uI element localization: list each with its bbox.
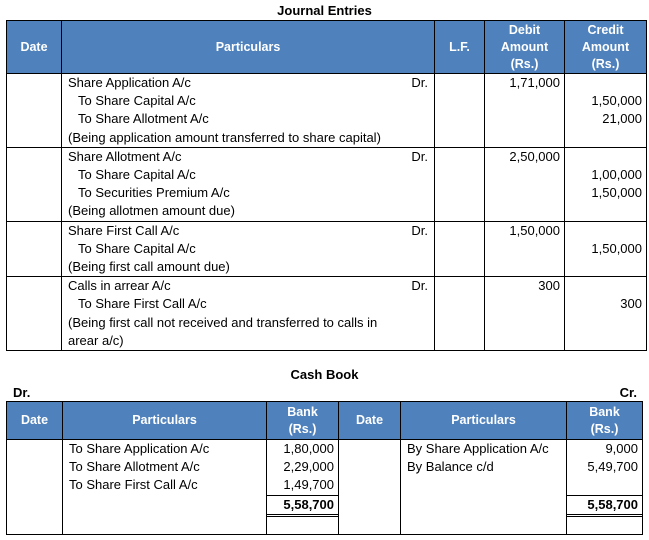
- credit-amount: 21,000: [602, 111, 642, 127]
- cashbook-header-particulars-dr: Particulars: [63, 402, 267, 440]
- cashbook-particulars-cr: [401, 440, 567, 535]
- debit-particular: To Share Allotment A/c: [69, 459, 200, 475]
- entry-credit: [565, 221, 647, 277]
- entry-credit: [565, 277, 647, 351]
- credit-particular: By Balance c/d: [407, 459, 494, 475]
- credit-amount: 1,50,000: [591, 93, 642, 109]
- cashbook-particulars-dr: [63, 440, 267, 535]
- entry-date: [7, 74, 62, 148]
- entry-credit: [565, 74, 647, 148]
- entry-debit: [485, 147, 565, 221]
- debit-header-line2: Amount: [500, 39, 549, 54]
- entry-lf: [435, 147, 485, 221]
- entry-debit: [485, 74, 565, 148]
- debit-bank-amount: 1,80,000: [283, 441, 334, 456]
- journal-entry: [7, 221, 647, 277]
- entry-particulars: [62, 221, 435, 277]
- credit-account: To Share Capital A/c: [78, 93, 196, 109]
- debit-header-line1: Debit: [508, 22, 541, 37]
- debit-account: Share Allotment A/c: [68, 148, 182, 164]
- entry-debit: [485, 221, 565, 277]
- debit-account: Calls in arrear A/c: [68, 278, 171, 294]
- entry-date: [7, 147, 62, 221]
- debit-bank-amount: 1,49,700: [283, 477, 334, 493]
- journal-header-debit: [485, 21, 565, 74]
- debit-total: 5,58,700: [267, 495, 338, 517]
- credit-header-line1: Credit: [587, 22, 624, 37]
- dr-label: Dr.: [411, 148, 428, 164]
- credit-amount: 1,50,000: [591, 240, 642, 256]
- journal-entry: [7, 277, 647, 351]
- journal-entry: [7, 147, 647, 221]
- credit-total: 5,58,700: [567, 495, 642, 517]
- cashbook-title: Cash Book: [290, 367, 359, 382]
- debit-amount: 1,50,000: [509, 222, 560, 238]
- entry-lf: [435, 221, 485, 277]
- cashbook-header-date-cr: Date: [339, 402, 401, 440]
- credit-account: To Share Allotment A/c: [78, 111, 209, 127]
- credit-amount: 1,00,000: [591, 167, 642, 182]
- bank-header-line1: Bank: [287, 404, 318, 419]
- dr-label: Dr.: [411, 278, 428, 294]
- dr-label: Dr.: [411, 222, 428, 238]
- journal-table: [6, 20, 647, 351]
- journal-header-lf: L.F.: [435, 21, 485, 74]
- bank-header-line2: (Rs.): [590, 421, 619, 436]
- debit-account: Share Application A/c: [68, 75, 191, 90]
- narration: (Being first call amount due): [68, 259, 230, 275]
- credit-account: To Share First Call A/c: [78, 296, 207, 312]
- dr-label: Dr.: [411, 75, 428, 90]
- credit-amount: 300: [620, 296, 642, 312]
- bank-header-line2: (Rs.): [288, 421, 317, 436]
- debit-amount: 1,71,000: [509, 75, 560, 90]
- credit-bank-amount: 5,49,700: [587, 459, 638, 475]
- debit-bank-amount: 2,29,000: [283, 459, 334, 475]
- entry-lf: [435, 74, 485, 148]
- entry-lf: [435, 277, 485, 351]
- journal-header-credit: [565, 21, 647, 74]
- narration: (Being first call not received and transferred to calls in arear a/c): [68, 314, 378, 348]
- cashbook-bank-dr: [267, 440, 339, 535]
- cashbook-dr-label: Dr.: [13, 385, 31, 400]
- entry-credit: [565, 147, 647, 221]
- narration: (Being allotmen amount due): [68, 203, 235, 219]
- journal-entry: [7, 74, 647, 148]
- credit-amount: 1,50,000: [591, 185, 642, 201]
- credit-bank-amount: 9,000: [605, 441, 638, 456]
- credit-account: To Share Capital A/c: [78, 167, 196, 183]
- cashbook-cr-label: Cr.: [619, 385, 637, 400]
- cashbook-header-particulars-cr: Particulars: [401, 402, 567, 440]
- credit-account: To Share Capital A/c: [78, 240, 196, 256]
- cashbook-header-bank-dr: [267, 402, 339, 440]
- entry-particulars: [62, 74, 435, 148]
- entry-particulars: [62, 147, 435, 221]
- debit-amount: 2,50,000: [509, 148, 560, 164]
- debit-account: Share First Call A/c: [68, 222, 180, 238]
- debit-amount: 300: [538, 278, 560, 294]
- debit-header-line3: (Rs.): [510, 56, 539, 71]
- cashbook-header-date-dr: Date: [7, 402, 63, 440]
- cashbook-date-cr: [339, 440, 401, 535]
- cashbook-date-dr: [7, 440, 63, 535]
- cashbook-bank-cr: [567, 440, 643, 535]
- debit-particular: To Share Application A/c: [69, 441, 210, 456]
- entry-date: [7, 277, 62, 351]
- cashbook-header-bank-cr: [567, 402, 643, 440]
- bank-header-line1: Bank: [589, 404, 620, 419]
- debit-particular: To Share First Call A/c: [69, 477, 198, 493]
- credit-header-line2: Amount: [581, 39, 630, 54]
- narration: (Being application amount transferred to share capital): [68, 129, 381, 145]
- journal-header-date: Date: [7, 21, 62, 74]
- credit-account: To Securities Premium A/c: [78, 185, 230, 201]
- cashbook-body: [7, 440, 643, 535]
- credit-particular: By Share Application A/c: [407, 441, 549, 456]
- journal-header-particulars: Particulars: [62, 21, 435, 74]
- credit-header-line3: (Rs.): [591, 56, 620, 71]
- journal-title: Journal Entries: [277, 3, 372, 18]
- cashbook-table: [6, 401, 643, 535]
- entry-particulars: [62, 277, 435, 351]
- entry-date: [7, 221, 62, 277]
- entry-debit: [485, 277, 565, 351]
